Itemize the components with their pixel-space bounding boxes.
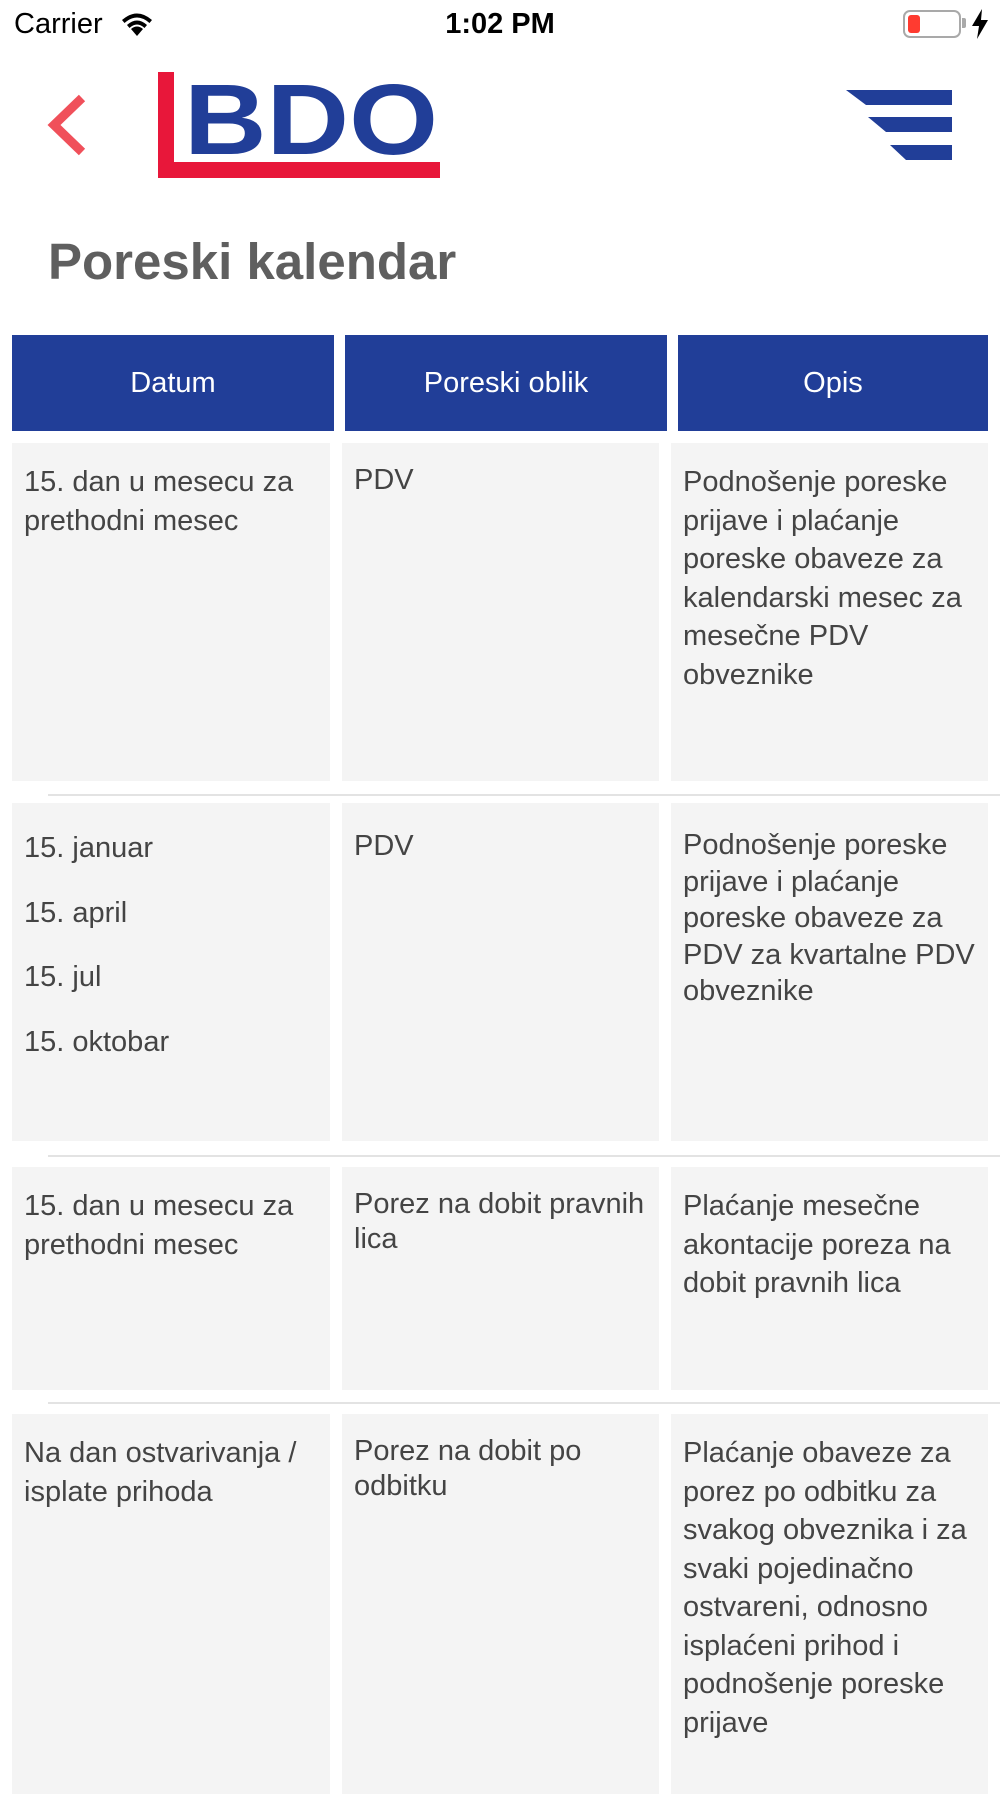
column-header-opis: Opis [678, 335, 988, 431]
row-1-date: 15. dan u mesecu za prethodni mesec [12, 443, 330, 781]
bolt-icon [970, 8, 990, 40]
row-3-description: Plaćanje mesečne akontacije poreza na dobit pravnih lica [671, 1167, 988, 1390]
column-header-datum: Datum [12, 335, 334, 431]
row-2-dates [12, 803, 330, 1141]
row-4-type: Porez na dobit po odbitku [342, 1414, 659, 1794]
menu-icon[interactable] [844, 88, 954, 162]
status-time: 1:02 PM [445, 8, 555, 40]
date-item: 15. oktobar [24, 1025, 170, 1058]
row-2-description: Podnošenje poreske prijave i plaćanje poreske obaveze za PDV za kvartalne PDV obveznike [671, 803, 988, 1141]
row-divider [48, 1155, 1000, 1157]
row-divider [48, 1402, 1000, 1404]
row-4-description: Plaćanje obaveze za porez po odbitku za svakog obveznika i za svaki pojedinačno ostvareni, odnosno isplaćeni prihod i podnošenje poreske prijave [671, 1414, 988, 1794]
row-2-type: PDV [342, 803, 659, 1141]
row-4-date: Na dan ostvarivanja / isplate prihoda [12, 1414, 330, 1794]
date-item: 15. jul [24, 961, 102, 993]
carrier-label: Carrier [14, 8, 103, 40]
date-item: 15. april [24, 896, 128, 929]
page-title: Poreski kalendar [48, 233, 457, 290]
status-bar [0, 0, 1000, 50]
row-3-date: 15. dan u mesecu za prethodni mesec [12, 1167, 330, 1390]
row-3-type: Porez na dobit pravnih lica [342, 1167, 659, 1390]
date-item: 15. januar [24, 832, 153, 864]
battery-tip [962, 18, 966, 28]
row-1-description: Podnošenje poreske prijave i plaćanje poreske obaveze za kalendarski mesec za mesečne PDV obveznike [671, 443, 988, 781]
row-divider [48, 794, 1000, 796]
column-header-poreski-oblik: Poreski oblik [345, 335, 667, 431]
svg-text:BDO: BDO [184, 70, 438, 176]
row-1-type: PDV [342, 443, 659, 781]
bdo-logo [156, 70, 446, 182]
chevron-left-icon[interactable] [42, 92, 96, 158]
battery-low-icon [903, 10, 961, 38]
